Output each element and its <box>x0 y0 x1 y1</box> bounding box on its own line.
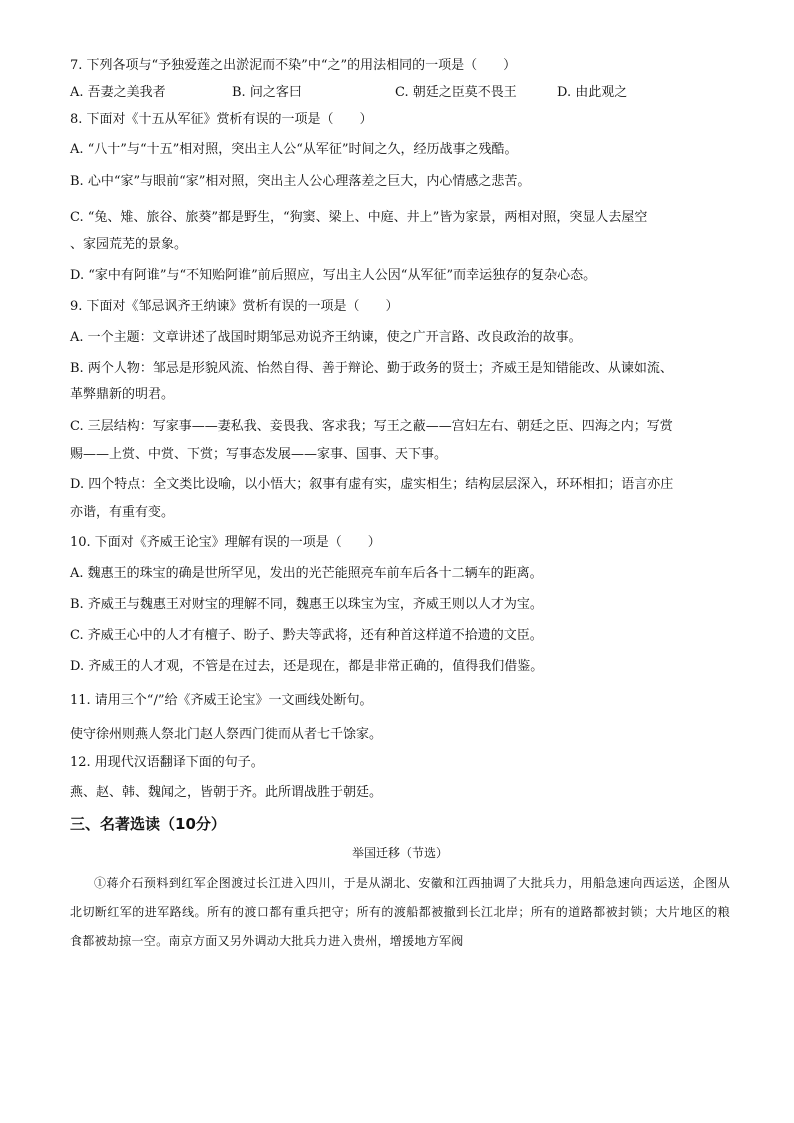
exam-page <box>70 58 730 956</box>
question-9-option-d-cont: 亦谐，有重有变。 <box>70 505 175 520</box>
question-9-option-a: A. 一个主题：文章讲述了战国时期邹忌劝说齐王纳谏，使之广开言路、改良政治的故事。 <box>70 330 582 345</box>
question-10-option-a: A. 魏惠王的珠宝的确是世所罕见，发出的光芒能照亮车前车后各十二辆车的距离。 <box>70 566 543 581</box>
question-7-options <box>70 85 730 101</box>
question-7-option-b: B. 问之客曰 <box>232 85 302 100</box>
question-7-stem: 7. 下列各项与“予独爱莲之出淤泥而不染”中“之”的用法相同的一项是（ ） <box>70 58 517 73</box>
question-8-option-d: D. “家中有阿谁”与“不知贻阿谁”前后照应，写出主人公因“从军征”而幸运独存的复杂心态。 <box>70 268 597 283</box>
question-8-option-b: B. 心中“家”与眼前“家”相对照，突出主人公心理落差之巨大，内心情感之悲苦。 <box>70 174 531 189</box>
passage-title: 举国迁移（节选） <box>351 846 448 860</box>
question-11-stem: 11. 请用三个“/”给《齐威王论宝》一文画线处断句。 <box>70 693 373 708</box>
question-8-option-c-cont: 、家园荒芜的景象。 <box>70 237 188 252</box>
passage-text: ①蒋介石预料到红军企图渡过长江进入四川，于是从湖北、安徽和江西抽调了大批兵力，用船急速向西运送，企图从北切断红军的进军路线。所有的渡口都有重兵把守；所有的渡船都被撤到长江北岸；所有的道路都被封锁；大片地区的粮食都被劫掠一空。南京方面又另外调动大批兵力进入贵州，增援地方军阀 <box>70 876 730 948</box>
question-8-option-a: A. “八十”与“十五”相对照，突出主人公“从军征”时间之久，经历战事之残酷。 <box>70 142 518 157</box>
question-10-stem: 10. 下面对《齐威王论宝》理解有误的一项是（ ） <box>70 535 381 550</box>
question-10-option-c: C. 齐威王心中的人才有檀子、盼子、黔夫等武将，还有种首这样道不拾遗的文臣。 <box>70 628 543 643</box>
question-9-option-c-cont: 赐——上赏、中赏、下赏；写事态发展——家事、国事、天下事。 <box>70 447 448 462</box>
question-12-stem: 12. 用现代汉语翻译下面的句子。 <box>70 755 264 770</box>
question-12-text: 燕、赵、韩、魏闻之，皆朝于齐。此所谓战胜于朝廷。 <box>70 785 383 800</box>
section-3-title: 三、名著选读（10分） <box>70 815 226 833</box>
question-9-option-b-cont: 革弊鼎新的明君。 <box>70 387 175 402</box>
question-8-option-c: C. “兔、雉、旅谷、旅葵”都是野生，“狗窦、梁上、中庭、井上”皆为家景，两相对照，突显人去屋空 <box>70 210 648 225</box>
question-7-option-c: C. 朝廷之臣莫不畏王 <box>395 85 517 100</box>
question-9-option-c: C. 三层结构：写家事——妻私我、妾畏我、客求我；写王之蔽——宫妇左右、朝廷之臣、四海之内；写赏 <box>70 419 673 434</box>
question-11-text: 使守徐州则燕人祭北门赵人祭西门徙而从者七千馀家。 <box>70 727 383 742</box>
question-8-stem: 8. 下面对《十五从军征》赏析有误的一项是（ ） <box>70 112 373 127</box>
question-9-option-d: D. 四个特点：全文类比设喻，以小悟大；叙事有虚有实，虚实相生；结构层层深入，环环相扣；语言亦庄 <box>70 477 674 492</box>
question-7-option-a: A. 吾妻之美我者 <box>70 85 166 100</box>
question-10-option-b: B. 齐威王与魏惠王对财宝的理解不同，魏惠王以珠宝为宝，齐威王则以人才为宝。 <box>70 597 543 612</box>
question-10-option-d: D. 齐威王的人才观，不管是在过去，还是现在，都是非常正确的，值得我们借鉴。 <box>70 659 544 674</box>
question-9-stem: 9. 下面对《邹忌讽齐王纳谏》赏析有误的一项是（ ） <box>70 299 399 314</box>
question-7-option-d: D. 由此观之 <box>557 85 628 100</box>
question-9-option-b: B. 两个人物：邹忌是形貌风流、怡然自得、善于辩论、勤于政务的贤士；齐威王是知错能改、从谏如流、 <box>70 361 673 376</box>
